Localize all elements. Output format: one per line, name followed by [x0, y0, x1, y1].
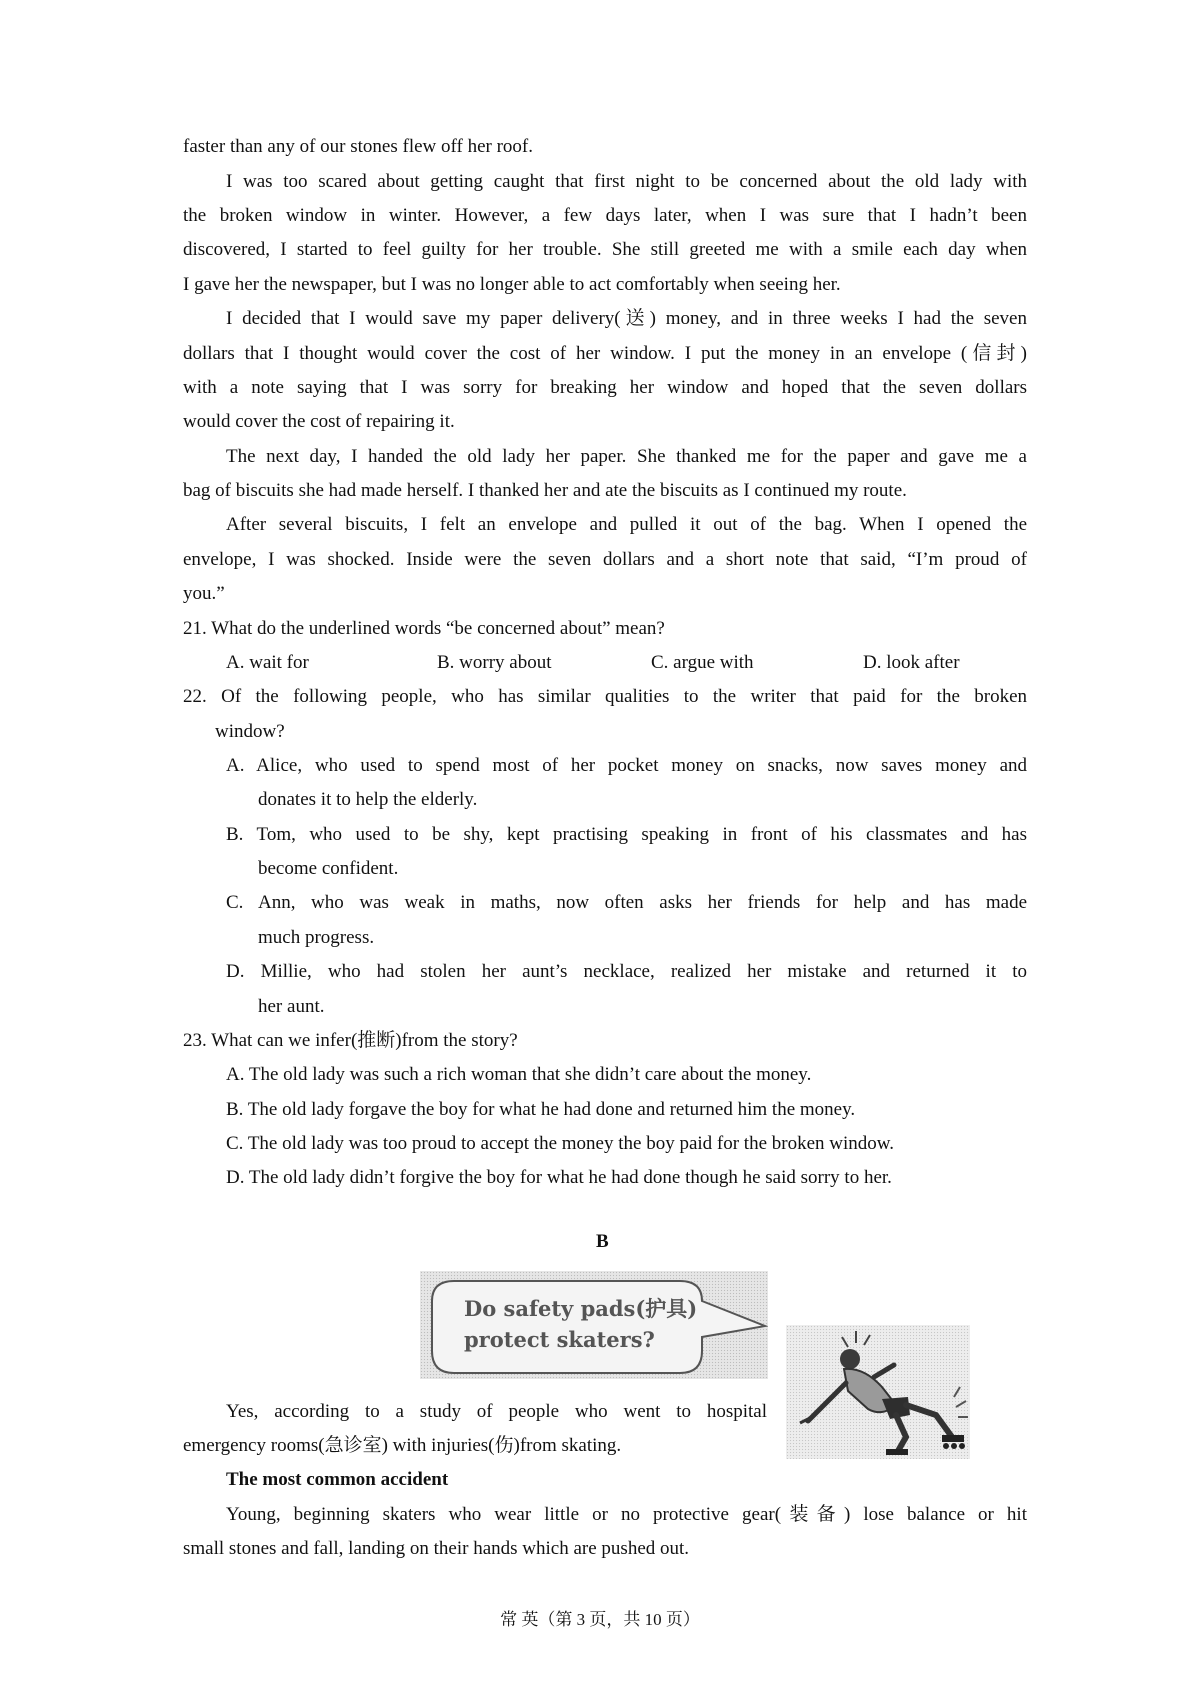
passage-line: dollars that I thought would cover the cost of her window. I put the money in an envelope (信封) [183, 343, 1027, 364]
skater-illustration [786, 1325, 970, 1459]
section-b-paragraph-line: Young, beginning skaters who wear little or no protective gear(装备) lose balance or hit [226, 1504, 1027, 1525]
q22-option-d: her aunt. [258, 996, 325, 1017]
q22-option-a: donates it to help the elderly. [258, 789, 478, 810]
passage-line: I was too scared about getting caught that first night to be concerned about the old lady with [226, 171, 1027, 192]
falling-skater-icon [786, 1325, 970, 1459]
q21-option-b: B. worry about [437, 652, 552, 673]
passage-line: I gave her the newspaper, but I was no longer able to act comfortably when seeing her. [183, 274, 841, 295]
passage-line: I decided that I would save my paper delivery(送) money, and in three weeks I had the seven [226, 308, 1027, 329]
q22-option-c: much progress. [258, 927, 375, 948]
passage-line: you.” [183, 583, 225, 604]
page-footer: 常 英（第 3 页，共 10 页） [500, 1610, 700, 1629]
question-23-stem: 23. What can we infer(推断)from the story? [183, 1030, 518, 1051]
passage-line: The next day, I handed the old lady her paper. She thanked me for the paper and gave me a [226, 446, 1027, 467]
passage-line: bag of biscuits she had made herself. I thanked her and ate the biscuits as I continued my route. [183, 480, 907, 501]
q23-option-a: A. The old lady was such a rich woman that she didn’t care about the money. [226, 1064, 812, 1085]
section-b-heading: B [596, 1231, 609, 1252]
passage-line: envelope, I was shocked. Inside were the seven dollars and a short note that said, “I’m proud of [183, 549, 1027, 570]
q21-option-d: D. look after [863, 652, 960, 673]
q22-option-b: become confident. [258, 858, 399, 879]
passage-line: with a note saying that I was sorry for breaking her window and hoped that the seven dollars [183, 377, 1027, 398]
passage-line: After several biscuits, I felt an envelope and pulled it out of the bag. When I opened the [226, 514, 1027, 535]
section-b-paragraph-line: Yes, according to a study of people who went to hospital [226, 1401, 767, 1422]
q22-option-d: D. Millie, who had stolen her aunt’s necklace, realized her mistake and returned it to [226, 961, 1027, 982]
passage-line: faster than any of our stones flew off her roof. [183, 136, 533, 157]
section-b-paragraph-line: emergency rooms(急诊室) with injuries(伤)from skating. [183, 1435, 622, 1456]
passage-line: would cover the cost of repairing it. [183, 411, 455, 432]
section-b-subheading: The most common accident [226, 1469, 449, 1490]
passage-line: discovered, I started to feel guilty for her trouble. She still greeted me with a smile each day when [183, 239, 1027, 260]
q23-option-d: D. The old lady didn’t forgive the boy for what he had done though he said sorry to her. [226, 1167, 892, 1188]
q21-option-c: C. argue with [651, 652, 754, 673]
question-21-stem: 21. What do the underlined words “be concerned about” mean? [183, 618, 665, 639]
speech-bubble-figure [420, 1271, 768, 1379]
question-22-stem: 22. Of the following people, who has similar qualities to the writer that paid for the broken [183, 686, 1027, 707]
q23-option-c: C. The old lady was too proud to accept the money the boy paid for the broken window. [226, 1133, 895, 1154]
question-22-stem: window? [215, 721, 285, 742]
passage-line: the broken window in winter. However, a few days later, when I was sure that I hadn’t been [183, 205, 1027, 226]
q23-option-b: B. The old lady forgave the boy for what he had done and returned him the money. [226, 1099, 856, 1120]
section-b-paragraph-line: small stones and fall, landing on their hands which are pushed out. [183, 1538, 690, 1559]
q22-option-a: A. Alice, who used to spend most of her pocket money on snacks, now saves money and [226, 755, 1027, 776]
q21-option-a: A. wait for [226, 652, 309, 673]
q22-option-c: C. Ann, who was weak in maths, now often asks her friends for help and has made [226, 892, 1027, 913]
q22-option-b: B. Tom, who used to be shy, kept practising speaking in front of his classmates and has [226, 824, 1027, 845]
bubble-question: Do safety pads(护具) protect skaters? [464, 1296, 698, 1352]
